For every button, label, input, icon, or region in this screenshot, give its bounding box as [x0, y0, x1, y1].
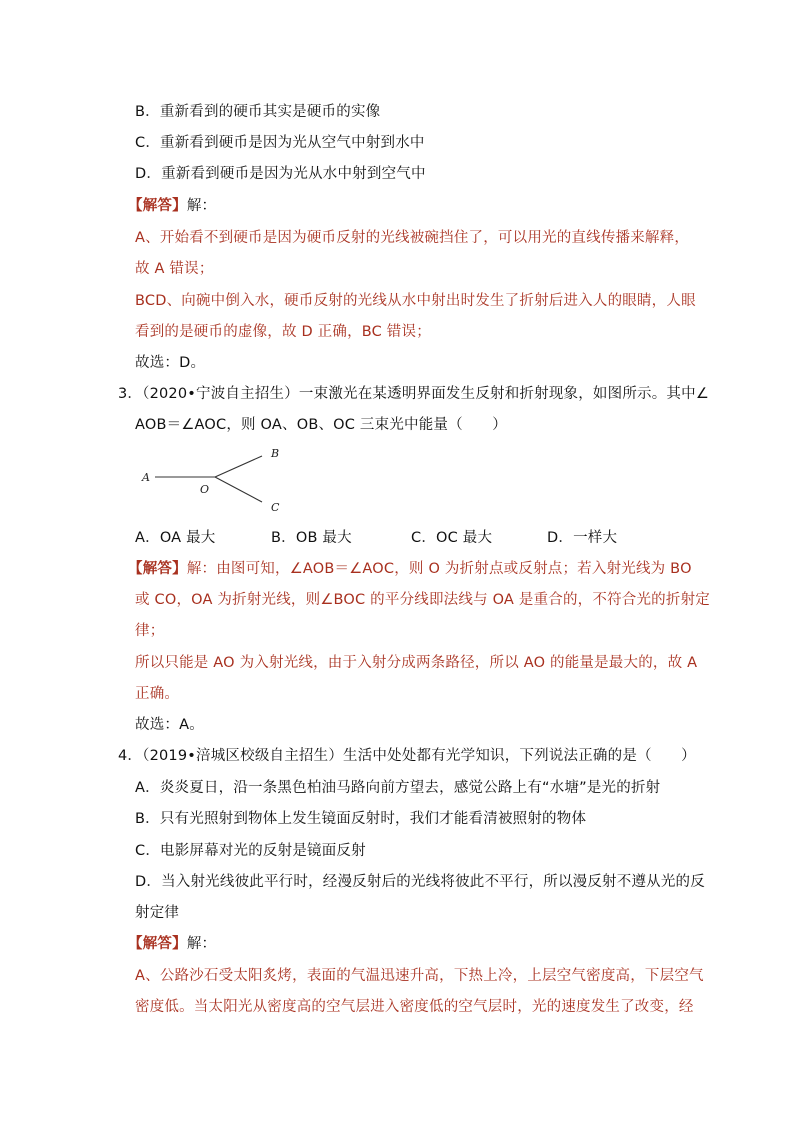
answer-tail: 解： — [186, 198, 217, 214]
q3-solution-line1: 解：由图可知，∠AOB＝∠AOC，则 O 为折射点或反射点；若入射光线为 BO — [186, 561, 692, 577]
q2-option-b: B．重新看到的硬币其实是硬币的实像 — [135, 104, 381, 120]
q4-option-a: A．炎炎夏日，沿一条黑色柏油马路向前方望去，感觉公路上有“水塘”是光的折射 — [135, 780, 661, 796]
q2-choice: 故选：D。 — [135, 355, 206, 371]
q3-option-d: D．一样大 — [547, 530, 618, 546]
answer-tail: 解： — [186, 936, 217, 952]
q4-solution-line2: 密度低。当太阳光从密度高的空气层进入密度低的空气层时，光的速度发生了改变，经 — [135, 999, 694, 1015]
answer-tag: 【解答】 — [128, 936, 187, 952]
q2-solution-bcd-line1: BCD、向碗中倒入水，硬币反射的光线从水中射出时发生了折射后进入人的眼睛，人眼 — [135, 293, 696, 309]
q4-option-c: C．电影屏幕对光的反射是镜面反射 — [135, 843, 366, 859]
q2-answer-heading — [128, 196, 216, 216]
q2-solution-bcd-line2: 看到的是硬币的虚像，故 D 正确，BC 错误； — [135, 324, 431, 340]
q3-option-b: B．OB 最大 — [271, 530, 352, 546]
q4-option-b: B．只有光照射到物体上发生镜面反射时，我们才能看清被照射的物体 — [135, 811, 587, 827]
answer-tag: 【解答】 — [128, 561, 187, 577]
label-o: O — [200, 483, 210, 496]
q3-solution-line5: 正确。 — [135, 686, 180, 702]
q2-solution-a-line2: 故 A 错误； — [135, 261, 214, 277]
label-c: C — [271, 501, 280, 514]
q3-choice: 故选：A。 — [135, 717, 204, 733]
q3-stem-line2: AOB＝∠AOC，则 OA、OB、OC 三束光中能量（ ） — [135, 417, 507, 433]
q3-ray-diagram — [130, 440, 310, 520]
q3-option-a: A．OA 最大 — [135, 530, 216, 546]
q3-stem-line1: 3．（2020•宁波自主招生）一束激光在某透明界面发生反射和折射现象，如图所示。其中∠ — [118, 386, 710, 402]
ray-oc — [215, 477, 262, 502]
q3-solution-line2: 或 CO，OA 为折射光线，则∠BOC 的平分线即法线与 OA 是重合的，不符合光的折射定 — [135, 592, 710, 608]
q4-answer-heading — [128, 934, 216, 954]
ray-ob — [215, 456, 262, 477]
q4-stem: 4．（2019•涪城区校级自主招生）生活中处处都有光学知识，下列说法正确的是（ ） — [118, 748, 696, 764]
q3-solution-line3: 律； — [135, 623, 165, 639]
q4-option-d-line1: D．当入射光线彼此平行时，经漫反射后的光线将彼此不平行，所以漫反射不遵从光的反 — [135, 874, 705, 890]
label-a: A — [142, 471, 150, 484]
q4-option-d-line2: 射定律 — [135, 905, 180, 921]
answer-tag: 【解答】 — [128, 198, 187, 214]
q2-option-d: D．重新看到硬币是因为光从水中射到空气中 — [135, 166, 426, 182]
label-b: B — [271, 447, 280, 460]
q3-answer-line1 — [128, 559, 692, 579]
q3-option-c: C．OC 最大 — [411, 530, 493, 546]
q3-solution-line4: 所以只能是 AO 为入射光线，由于入射分成两条路径，所以 AO 的能量是最大的，故 A — [135, 655, 698, 671]
q4-solution-line1: A、公路沙石受太阳炙烤，表面的气温迅速升高，下热上冷，上层空气密度高，下层空气 — [135, 968, 704, 984]
q2-solution-a-line1: A、开始看不到硬币是因为硬币反射的光线被碗挡住了，可以用光的直线传播来解释， — [135, 230, 690, 246]
q2-option-c: C．重新看到硬币是因为光从空气中射到水中 — [135, 135, 425, 151]
